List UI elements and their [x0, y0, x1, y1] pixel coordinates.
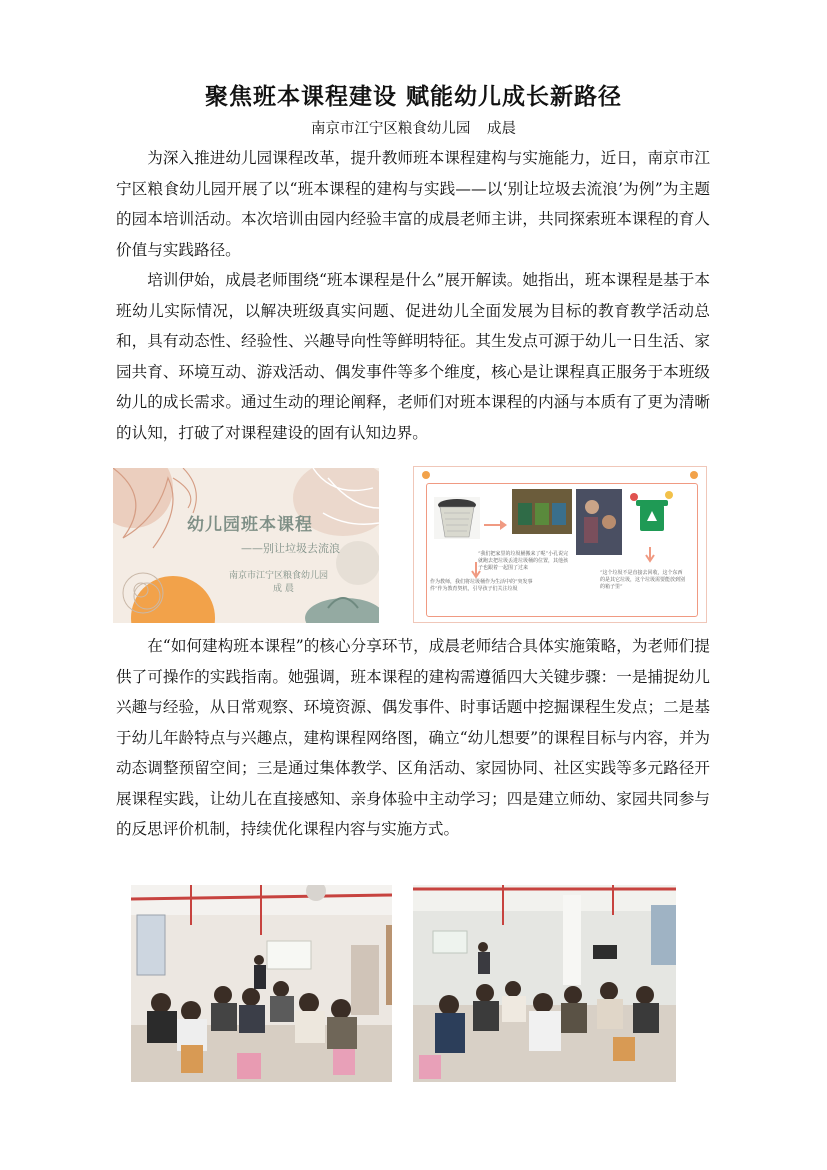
- article-title: 聚焦班本课程建设 赋能幼儿成长新路径: [204, 84, 622, 110]
- slide-title: 幼儿园班本课程: [187, 515, 313, 535]
- slide-photos: [414, 467, 707, 623]
- slide-author: 成 晨: [273, 584, 294, 594]
- byline-organization: 南京市江宁区粮食幼儿园: [310, 121, 471, 137]
- slide-caption-2: 作为教师，我们将垃圾桶作为生活中的“突发事件”作为教育契机，引导孩子们关注垃圾: [430, 579, 533, 592]
- slide-organization: 南京市江宁区粮食幼儿园: [229, 571, 329, 581]
- paragraph-3: 在“如何建构班本课程”的核心分享环节，成晨老师结合具体实施策略，为老师们提供了可操作的实践指南。她强调，班本课程的建构需遵循四大关键步骤：一是捕捉幼儿兴趣与经验，从日常观察、环境资源、偶发事件、时事话题中挖掘课程生发点；二是基于幼儿年龄特点与兴趣点，建构课程网络图，确立“幼儿想要”的课程目标与内容，并为动态调整预留空间；三是通过集体教学、区角活动、家园协同、社区实践等多元路径开展课程实践，让幼儿在直接感知、亲身体验中主动学习；四是建立师幼、家园共同参与的反思评价机制，持续优化课程内容与实施方式。: [116, 637, 710, 838]
- trash-bin-slide: [413, 466, 707, 623]
- training-session-photo-right: [413, 885, 676, 1082]
- paragraph-1: 为深入推进幼儿园课程改革，提升教师班本课程建构与实施能力，近日，南京市江宁区粮食幼儿园开展了以“班本课程的建构与实践——以‘别让垃圾去流浪’为例”为主题的园本培训活动。本次培训由园内经验丰富的成晨老师主讲，共同探索班本课程的育人价值与实践路径。: [116, 149, 710, 259]
- course-cover-slide: [113, 468, 379, 623]
- byline-author: 成晨: [487, 121, 517, 137]
- training-session-photo-left: [131, 885, 392, 1082]
- paragraph-2: 培训伊始，成晨老师围绕“班本课程是什么”展开解读。她指出，班本课程是基于本班幼儿实际情况，以解决班级真实问题、促进幼儿全面发展为目标的教育教学活动总和，具有动态性、经验性、兴趣导向性等鲜明特征。其生发点可源于幼儿一日生活、家园共育、环境互动、游戏活动、偶发事件等多个维度，核心是让课程真正服务于本班级幼儿的成长需求。通过生动的理论阐释，老师们对班本课程的内涵与本质有了更为清晰的认知，打破了对课程建设的固有认知边界。: [116, 271, 710, 442]
- slide-caption-3: “这个垃圾不是直接去回收，这个东西的是其它垃圾，这个垃圾需要能放到别的箱子里”: [600, 570, 686, 590]
- slide-caption-1: “我们把家里的垃圾桶搬来了呢”小孔说完就跑去把垃圾丢进垃圾桶的位置，其他孩子也跟着一起围了过来: [478, 551, 569, 571]
- article-byline: [0, 117, 827, 138]
- slide-subtitle: ——别让垃圾去流浪: [241, 542, 340, 555]
